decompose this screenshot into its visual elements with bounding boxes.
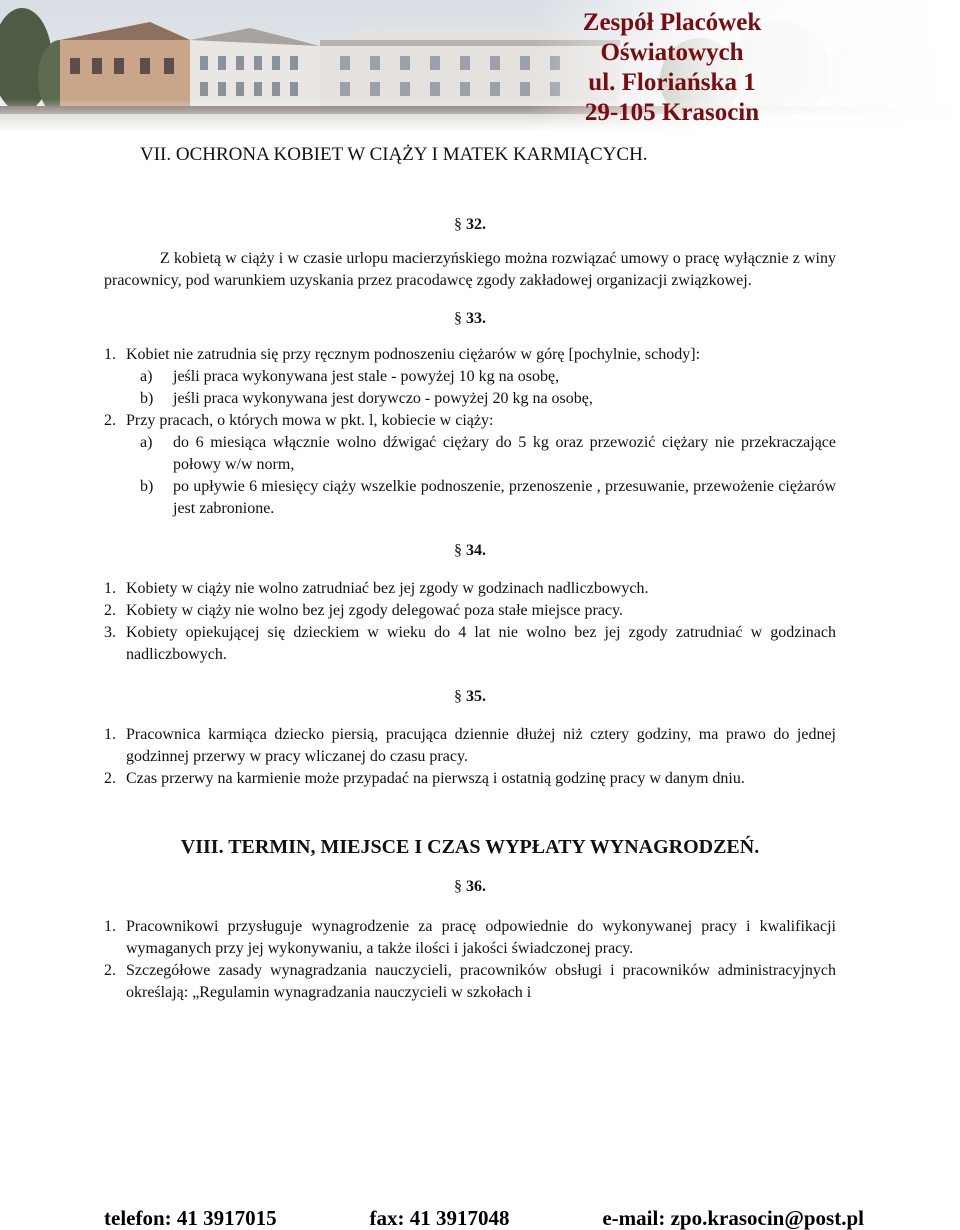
section-sign: § [454,878,462,895]
sub-list-item: a) do 6 miesiąca włącznie wolno dźwigać ciężary do 5 kg oraz przewozić ciężary nie przekraczające połowy w/w norm, [140,434,836,473]
list-item: 1. Pracownikowi przysługuje wynagrodzenie za pracę odpowiednie do wykonywanej pracy i kwalifikacji wymaganych przy jej wykonywaniu, a także ilości i jakości świadczonej pracy. [104,918,836,957]
section-number: 33. [466,310,486,327]
chapter-7-title: VII. OCHRONA KOBIET W CIĄŻY I MATEK KARMIĄCYCH. [140,144,648,165]
school-name-block [512,8,832,128]
chapter-8-title: VIII. TERMIN, MIEJSCE I CZAS WYPŁATY WYNAGRODZEŃ. [180,836,760,858]
section-number: 36. [466,878,486,895]
footer-fax: fax: 41 3917048 [369,1206,510,1230]
sub-list-item: a) jeśli praca wykonywana jest stale - powyżej 10 kg na osobę, [140,368,560,385]
footer-email: e-mail: zpo.krasocin@post.pl [602,1206,864,1230]
list-item: 2. Kobiety w ciąży nie wolno bez jej zgody delegować poza stałe miejsce pracy. [104,602,623,619]
section-35-list [104,724,836,790]
footer-contact [104,1206,864,1230]
section-32-text: Z kobietą w ciąży i w czasie urlopu macierzyńskiego można rozwiązać umowy o pracę wyłącznie z winy pracownicy, pod warunkiem uzyskania przez pracodawcę zgody zakładowej organizacji związkowej. [104,250,836,289]
school-name: Zespół Placówek Oświatowych [582,9,762,66]
list-item: 1. Pracownica karmiąca dziecko piersią, pracująca dziennie dłużej niż cztery godziny, ma prawo do jednej godzinnej przerwy w pracy wliczanej do czasu pracy. [104,726,836,765]
list-item: 1. Kobiet nie zatrudnia się przy ręcznym podnoszeniu ciężarów w górę [pochylnie, schody]: a) jeśli praca wykonywana jest stale - powyżej 10 kg na osobę, b) jeśli praca wykonywana jest dorywczo - powyżej 20 kg na osobę, [104,344,836,410]
section-33-list [104,344,836,520]
section-36-list [104,916,836,1004]
section-35-heading [104,686,836,708]
list-item: 3. Kobiety opiekującej się dzieckiem w wieku do 4 lat nie wolno bez jej zgody zatrudniać w godzinach nadliczbowych. [104,624,836,663]
school-city: 29-105 Krasocin [584,99,760,126]
sub-list [126,366,836,410]
list-item: 1. Kobiety w ciąży nie wolno zatrudniać bez jej zgody w godzinach nadliczbowych. [104,580,649,597]
document-body [104,142,836,1004]
sub-list-item: b) jeśli praca wykonywana jest dorywczo - powyżej 20 kg na osobę, [140,390,593,407]
section-number: 34. [466,542,486,559]
letterhead [0,0,960,132]
section-sign: § [454,542,462,559]
section-number: 35. [466,688,486,705]
section-34-heading [104,540,836,562]
sub-list-item: b) po upływie 6 miesięcy ciąży wszelkie podnoszenie, przenoszenie , przesuwanie, przewożenie ciężarów jest zabronione. [140,478,836,517]
section-33-heading [104,308,836,330]
section-32-heading [104,214,836,236]
section-sign: § [454,216,462,233]
section-34-list [104,578,836,666]
sub-list [126,432,836,520]
section-36-heading [104,876,836,898]
list-item: 2. Czas przerwy na karmienie może przypadać na pierwszą i ostatnią godzinę pracy w danym dniu. [104,770,745,787]
section-sign: § [454,310,462,327]
list-item: 2. Szczegółowe zasady wynagradzania nauczycieli, pracowników obsługi i pracowników administracyjnych określają: „Regulamin wynagradzania nauczycieli w szkołach i [104,962,836,1001]
section-number: 32. [466,216,486,233]
list-item: 2. Przy pracach, o których mowa w pkt. l, kobiecie w ciąży: a) do 6 miesiąca włącznie wolno dźwigać ciężary do 5 kg oraz przewozić ciężary nie przekraczające połowy w/w norm, b) po upływie 6 miesięcy ciąży wszelkie podnoszenie, przenoszenie , przesuwanie, przewożenie ciężarów jest zabronione. [104,410,836,520]
section-sign: § [454,688,462,705]
school-street: ul. Floriańska 1 [588,69,756,96]
footer-phone: telefon: 41 3917015 [104,1206,277,1230]
